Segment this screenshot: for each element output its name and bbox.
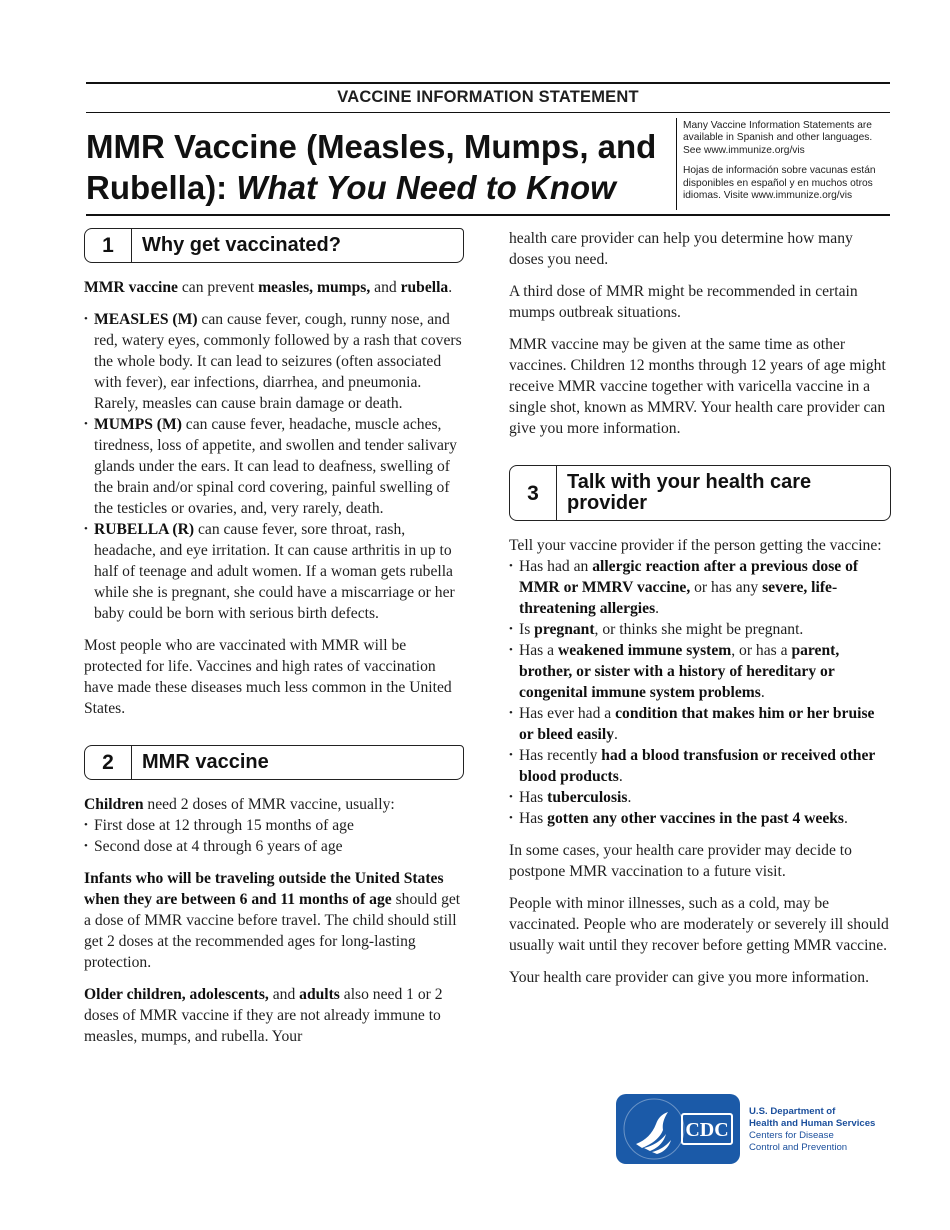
hhs-line-2: Health and Human Services (749, 1118, 876, 1129)
section-2-children (84, 794, 464, 815)
section-3-header (509, 465, 891, 521)
cdc-line-2: Control and Prevention (749, 1142, 848, 1153)
infants-text: should get a dose of MMR vaccine before travel. The child should still get 2 doses at the recommended ages for long-lasting protection. (84, 891, 461, 971)
item-text: . (627, 789, 632, 806)
item-text: Has ever had a (519, 705, 616, 722)
item-bold: allergic reaction after a previous dose of MMR or MMRV vaccine, (519, 558, 859, 596)
language-note (676, 118, 890, 210)
language-note-spanish: Hojas de información sobre vacunas están disponibles en español y en muchos otros idiomas. Visite www.immunize.org/vis (683, 165, 876, 202)
item-bold: tuberculosis (547, 789, 628, 806)
section-2-infants (84, 868, 464, 973)
title-line-2-prefix: Rubella): (86, 169, 237, 206)
section-3-number: 3 (510, 466, 557, 520)
item-text: or has any (690, 579, 763, 596)
list-item-tuberculosis (509, 787, 891, 808)
list-item-bleeding (509, 703, 891, 745)
list-item-rubella (84, 519, 464, 624)
label-rule (86, 112, 890, 113)
item-text: Has recently (519, 747, 602, 764)
item-bold: pregnant (534, 621, 595, 638)
section-2-same-time: MMR vaccine may be given at the same time as other vaccines. Children 12 months through 12 years of age might receive MMR vaccine together with varicella vaccine in a single shot, known as MMRV. Your health care provider can give you more information. (509, 336, 886, 437)
item-text: , or thinks she might be pregnant. (594, 621, 804, 638)
item-text: Is (519, 621, 535, 638)
item-text: , or has a (731, 642, 792, 659)
list-item-allergy (509, 556, 891, 619)
intro-bold-diseases: measles, mumps, (258, 279, 371, 296)
children-label: Children (84, 796, 144, 813)
intro-text-1: can prevent (177, 279, 259, 296)
title-line-2 (86, 167, 666, 208)
older-text-1: and (268, 986, 300, 1003)
item-bold: condition that makes him or her bruise or bleed easily (519, 705, 875, 743)
section-2-continued: health care provider can help you determine how many doses you need. (509, 230, 853, 268)
list-item-dose: • First dose at 12 through 15 months of age (84, 815, 464, 836)
intro-text-3: . (448, 279, 453, 296)
list-item-transfusion (509, 745, 891, 787)
mumps-text: can cause fever, headache, muscle aches, tiredness, loss of appetite, and swollen and tender salivary glands under the ears. It can lead to deafness, swelling of the brain and/or spinal cord covering, painful swelling of the testicles or ovaries, and, very rarely, death. (94, 416, 457, 517)
item-text: . (618, 768, 623, 785)
item-text: . (760, 684, 765, 701)
section-1-number: 1 (85, 229, 132, 262)
item-text: Has had an (519, 558, 593, 575)
list-item-dose: • Second dose at 4 through 6 years of age (84, 836, 464, 857)
section-2-third-dose: A third dose of MMR might be recommended in certain mumps outbreak situations. (509, 283, 858, 321)
infants-label: Infants who will be traveling outside the United States when they are between 6 and 11 months of age (84, 870, 444, 908)
section-3-title: Talk with your health care provider (567, 471, 812, 514)
measles-text: can cause fever, cough, runny nose, and red, watery eyes, commonly followed by a rash that covers the whole body. It can lead to seizures (often associated with fever), ear infections, diarrhea, and pneumonia. Rarely, measles can cause brain damage or death. (94, 311, 462, 412)
footer-logos (616, 1094, 896, 1166)
section-2-older (84, 984, 464, 1047)
section-2-number: 2 (85, 746, 132, 779)
section-1-closing: Most people who are vaccinated with MMR will be protected for life. Vaccines and high rates of vaccination have made these diseases much less common in the United States. (84, 637, 452, 717)
page-title (86, 126, 666, 208)
cdc-line-1: Centers for Disease (749, 1130, 834, 1141)
rubella-text: can cause fever, sore throat, rash, headache, and eye irritation. It can cause arthritis in up to half of teenage and adult women. If a woman gets rubella while she is pregnant, she could have a miscarriage or her baby could be born with serious birth defects. (94, 521, 455, 622)
item-bold: weakened immune system (557, 642, 732, 659)
measles-label: MEASLES (M) (94, 311, 198, 328)
language-note-english: Many Vaccine Information Statements are available in Spanish and other languages. See www.immunize.org/vis (683, 120, 873, 156)
list-item-other-vaccines (509, 808, 891, 829)
list-item-measles (84, 309, 464, 414)
item-bold: had a blood transfusion or received other blood products (519, 747, 876, 785)
older-label-1: Older children, adolescents, (84, 986, 269, 1003)
title-line-2-italic: What You Need to Know (236, 169, 616, 206)
title-rule (86, 214, 890, 216)
item-text: Has (519, 810, 548, 827)
intro-text-2: and (370, 279, 401, 296)
section-1-intro (84, 277, 464, 298)
list-item-mumps (84, 414, 464, 519)
section-1-header (84, 228, 464, 263)
item-bold: parent, brother, or sister with a history of hereditary or congenital immune system problems (519, 642, 840, 701)
item-text: . (655, 600, 660, 617)
mumps-label: MUMPS (M) (94, 416, 182, 433)
top-rule (86, 82, 890, 84)
right-column (509, 228, 891, 999)
section-1-title: Why get vaccinated? (142, 234, 341, 256)
older-label-2: adults (299, 986, 340, 1003)
list-item-pregnant (509, 619, 891, 640)
disease-list (84, 309, 464, 624)
rubella-label: RUBELLA (R) (94, 521, 195, 538)
hhs-text-block (749, 1106, 899, 1154)
cdc-logo (616, 1094, 740, 1164)
item-text: Has (519, 789, 548, 806)
section-3-minor-illness: People with minor illnesses, such as a cold, may be vaccinated. People who are moderately or severely ill should usually wait until they recover before getting MMR vaccine. (509, 895, 889, 954)
dose-list (84, 815, 464, 857)
section-2-title: MMR vaccine (142, 751, 269, 773)
section-3-intro: Tell your vaccine provider if the person getting the vaccine: (509, 537, 882, 554)
hhs-eagle-icon (616, 1094, 740, 1164)
title-line-1: MMR Vaccine (Measles, Mumps, and (86, 128, 657, 165)
section-3-postpone: In some cases, your health care provider may decide to postpone MMR vaccination to a future visit. (509, 842, 852, 880)
section-3-more-info: Your health care provider can give you more information. (509, 969, 869, 986)
children-text: need 2 doses of MMR vaccine, usually: (143, 796, 395, 813)
section-2-header (84, 745, 464, 780)
item-bold: gotten any other vaccines in the past 4 weeks (547, 810, 845, 827)
provider-checklist (509, 556, 891, 829)
cdc-logo-text: CDC (685, 1119, 729, 1141)
list-item-immune (509, 640, 891, 703)
item-text: Has a (519, 642, 558, 659)
item-text: . (614, 726, 618, 743)
intro-bold-rubella: rubella (400, 279, 449, 296)
item-bold: severe, life-threatening allergies (519, 579, 838, 617)
document-label: VACCINE INFORMATION STATEMENT (337, 88, 639, 106)
older-text-2: also need 1 or 2 doses of MMR vaccine if they are not already immune to measles, mumps, and rubella. Your (84, 986, 443, 1045)
intro-bold-mmr: MMR vaccine (84, 279, 178, 296)
hhs-line-1: U.S. Department of (749, 1106, 836, 1117)
left-column (84, 228, 464, 1058)
item-text: . (844, 810, 848, 827)
